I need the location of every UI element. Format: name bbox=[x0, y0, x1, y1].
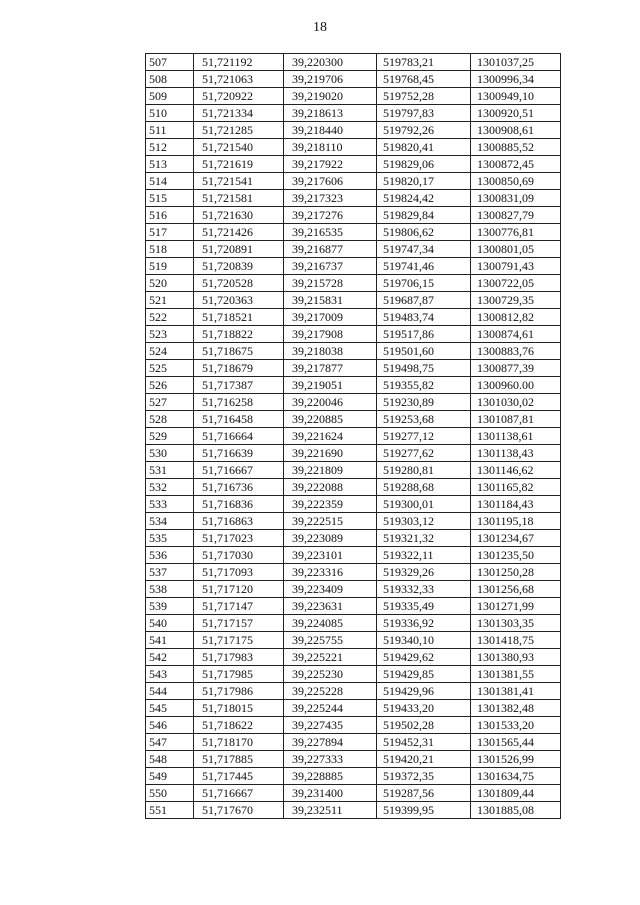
table-row bbox=[146, 139, 561, 156]
table-row bbox=[146, 105, 561, 122]
x-coordinate-cell: 519300,01 bbox=[377, 496, 471, 513]
x-coordinate-cell: 519277,62 bbox=[377, 445, 471, 462]
point-number-cell: 520 bbox=[146, 275, 194, 292]
point-number-cell: 531 bbox=[146, 462, 194, 479]
longitude-cell: 39,220046 bbox=[284, 394, 377, 411]
x-coordinate-cell: 519335,49 bbox=[377, 598, 471, 615]
point-number-cell: 530 bbox=[146, 445, 194, 462]
x-coordinate-cell: 519230,89 bbox=[377, 394, 471, 411]
x-coordinate-cell: 519792,26 bbox=[377, 122, 471, 139]
x-coordinate-cell: 519706,15 bbox=[377, 275, 471, 292]
point-number-cell: 514 bbox=[146, 173, 194, 190]
longitude-cell: 39,225755 bbox=[284, 632, 377, 649]
longitude-cell: 39,217276 bbox=[284, 207, 377, 224]
latitude-cell: 51,720528 bbox=[194, 275, 284, 292]
longitude-cell: 39,222359 bbox=[284, 496, 377, 513]
y-coordinate-cell: 1300996,34 bbox=[471, 71, 561, 88]
point-number-cell: 515 bbox=[146, 190, 194, 207]
latitude-cell: 51,718521 bbox=[194, 309, 284, 326]
x-coordinate-cell: 519287,56 bbox=[377, 785, 471, 802]
longitude-cell: 39,218613 bbox=[284, 105, 377, 122]
point-number-cell: 537 bbox=[146, 564, 194, 581]
longitude-cell: 39,216877 bbox=[284, 241, 377, 258]
longitude-cell: 39,217009 bbox=[284, 309, 377, 326]
x-coordinate-cell: 519303,12 bbox=[377, 513, 471, 530]
table-row bbox=[146, 785, 561, 802]
table-row bbox=[146, 377, 561, 394]
x-coordinate-cell: 519340,10 bbox=[377, 632, 471, 649]
table-row bbox=[146, 496, 561, 513]
y-coordinate-cell: 1300885,52 bbox=[471, 139, 561, 156]
latitude-cell: 51,720891 bbox=[194, 241, 284, 258]
longitude-cell: 39,223101 bbox=[284, 547, 377, 564]
table-row bbox=[146, 615, 561, 632]
y-coordinate-cell: 1301381,41 bbox=[471, 683, 561, 700]
y-coordinate-cell: 1301533,20 bbox=[471, 717, 561, 734]
longitude-cell: 39,223631 bbox=[284, 598, 377, 615]
x-coordinate-cell: 519829,06 bbox=[377, 156, 471, 173]
table-row bbox=[146, 700, 561, 717]
x-coordinate-cell: 519829,84 bbox=[377, 207, 471, 224]
latitude-cell: 51,717023 bbox=[194, 530, 284, 547]
table-row bbox=[146, 156, 561, 173]
point-number-cell: 542 bbox=[146, 649, 194, 666]
latitude-cell: 51,721426 bbox=[194, 224, 284, 241]
table-row bbox=[146, 207, 561, 224]
longitude-cell: 39,221690 bbox=[284, 445, 377, 462]
x-coordinate-cell: 519502,28 bbox=[377, 717, 471, 734]
latitude-cell: 51,718675 bbox=[194, 343, 284, 360]
table-row bbox=[146, 428, 561, 445]
y-coordinate-cell: 1300877,39 bbox=[471, 360, 561, 377]
latitude-cell: 51,717157 bbox=[194, 615, 284, 632]
table-row bbox=[146, 394, 561, 411]
y-coordinate-cell: 1301271,99 bbox=[471, 598, 561, 615]
table-row bbox=[146, 632, 561, 649]
x-coordinate-cell: 519824,42 bbox=[377, 190, 471, 207]
latitude-cell: 51,716667 bbox=[194, 462, 284, 479]
x-coordinate-cell: 519517,86 bbox=[377, 326, 471, 343]
point-number-cell: 524 bbox=[146, 343, 194, 360]
y-coordinate-cell: 1301382,48 bbox=[471, 700, 561, 717]
table-row bbox=[146, 649, 561, 666]
y-coordinate-cell: 1300908,61 bbox=[471, 122, 561, 139]
table-row bbox=[146, 513, 561, 530]
longitude-cell: 39,217922 bbox=[284, 156, 377, 173]
latitude-cell: 51,717147 bbox=[194, 598, 284, 615]
x-coordinate-cell: 519687,87 bbox=[377, 292, 471, 309]
longitude-cell: 39,219051 bbox=[284, 377, 377, 394]
y-coordinate-cell: 1300874,61 bbox=[471, 326, 561, 343]
table-row bbox=[146, 802, 561, 819]
latitude-cell: 51,717985 bbox=[194, 666, 284, 683]
y-coordinate-cell: 1301380,93 bbox=[471, 649, 561, 666]
latitude-cell: 51,716863 bbox=[194, 513, 284, 530]
longitude-cell: 39,227894 bbox=[284, 734, 377, 751]
y-coordinate-cell: 1301030,02 bbox=[471, 394, 561, 411]
x-coordinate-cell: 519797,83 bbox=[377, 105, 471, 122]
table-row bbox=[146, 734, 561, 751]
latitude-cell: 51,721619 bbox=[194, 156, 284, 173]
longitude-cell: 39,218110 bbox=[284, 139, 377, 156]
latitude-cell: 51,716639 bbox=[194, 445, 284, 462]
y-coordinate-cell: 1301235,50 bbox=[471, 547, 561, 564]
y-coordinate-cell: 1300791,43 bbox=[471, 258, 561, 275]
x-coordinate-cell: 519329,26 bbox=[377, 564, 471, 581]
table-row bbox=[146, 411, 561, 428]
table-row bbox=[146, 309, 561, 326]
latitude-cell: 51,717885 bbox=[194, 751, 284, 768]
x-coordinate-cell: 519752,28 bbox=[377, 88, 471, 105]
point-number-cell: 525 bbox=[146, 360, 194, 377]
coordinates-table bbox=[145, 53, 561, 819]
latitude-cell: 51,717986 bbox=[194, 683, 284, 700]
point-number-cell: 541 bbox=[146, 632, 194, 649]
y-coordinate-cell: 1301303,35 bbox=[471, 615, 561, 632]
point-number-cell: 546 bbox=[146, 717, 194, 734]
table-row bbox=[146, 258, 561, 275]
x-coordinate-cell: 519820,17 bbox=[377, 173, 471, 190]
point-number-cell: 522 bbox=[146, 309, 194, 326]
longitude-cell: 39,232511 bbox=[284, 802, 377, 819]
latitude-cell: 51,716667 bbox=[194, 785, 284, 802]
x-coordinate-cell: 519452,31 bbox=[377, 734, 471, 751]
page-number: 18 bbox=[313, 20, 327, 35]
longitude-cell: 39,225228 bbox=[284, 683, 377, 700]
x-coordinate-cell: 519768,45 bbox=[377, 71, 471, 88]
longitude-cell: 39,218038 bbox=[284, 343, 377, 360]
table-row bbox=[146, 462, 561, 479]
point-number-cell: 509 bbox=[146, 88, 194, 105]
y-coordinate-cell: 1300960.00 bbox=[471, 377, 561, 394]
y-coordinate-cell: 1301381,55 bbox=[471, 666, 561, 683]
x-coordinate-cell: 519501,60 bbox=[377, 343, 471, 360]
table-row bbox=[146, 122, 561, 139]
y-coordinate-cell: 1301526,99 bbox=[471, 751, 561, 768]
table-row bbox=[146, 360, 561, 377]
latitude-cell: 51,720363 bbox=[194, 292, 284, 309]
x-coordinate-cell: 519820,41 bbox=[377, 139, 471, 156]
y-coordinate-cell: 1301184,43 bbox=[471, 496, 561, 513]
longitude-cell: 39,231400 bbox=[284, 785, 377, 802]
point-number-cell: 516 bbox=[146, 207, 194, 224]
table-row bbox=[146, 598, 561, 615]
longitude-cell: 39,220885 bbox=[284, 411, 377, 428]
point-number-cell: 508 bbox=[146, 71, 194, 88]
table-row bbox=[146, 54, 561, 71]
point-number-cell: 523 bbox=[146, 326, 194, 343]
x-coordinate-cell: 519336,92 bbox=[377, 615, 471, 632]
point-number-cell: 533 bbox=[146, 496, 194, 513]
point-number-cell: 526 bbox=[146, 377, 194, 394]
longitude-cell: 39,221624 bbox=[284, 428, 377, 445]
table-row bbox=[146, 445, 561, 462]
point-number-cell: 536 bbox=[146, 547, 194, 564]
latitude-cell: 51,717983 bbox=[194, 649, 284, 666]
point-number-cell: 512 bbox=[146, 139, 194, 156]
point-number-cell: 527 bbox=[146, 394, 194, 411]
point-number-cell: 519 bbox=[146, 258, 194, 275]
longitude-cell: 39,227333 bbox=[284, 751, 377, 768]
point-number-cell: 513 bbox=[146, 156, 194, 173]
point-number-cell: 511 bbox=[146, 122, 194, 139]
table-row bbox=[146, 547, 561, 564]
point-number-cell: 529 bbox=[146, 428, 194, 445]
latitude-cell: 51,716736 bbox=[194, 479, 284, 496]
y-coordinate-cell: 1301634,75 bbox=[471, 768, 561, 785]
y-coordinate-cell: 1301165,82 bbox=[471, 479, 561, 496]
latitude-cell: 51,721063 bbox=[194, 71, 284, 88]
latitude-cell: 51,716836 bbox=[194, 496, 284, 513]
latitude-cell: 51,717093 bbox=[194, 564, 284, 581]
longitude-cell: 39,216737 bbox=[284, 258, 377, 275]
table-row bbox=[146, 768, 561, 785]
point-number-cell: 544 bbox=[146, 683, 194, 700]
longitude-cell: 39,223409 bbox=[284, 581, 377, 598]
longitude-cell: 39,218440 bbox=[284, 122, 377, 139]
latitude-cell: 51,717387 bbox=[194, 377, 284, 394]
latitude-cell: 51,718622 bbox=[194, 717, 284, 734]
longitude-cell: 39,219020 bbox=[284, 88, 377, 105]
x-coordinate-cell: 519372,35 bbox=[377, 768, 471, 785]
y-coordinate-cell: 1301037,25 bbox=[471, 54, 561, 71]
table-row bbox=[146, 275, 561, 292]
table-row bbox=[146, 224, 561, 241]
table-row bbox=[146, 751, 561, 768]
latitude-cell: 51,720839 bbox=[194, 258, 284, 275]
x-coordinate-cell: 519253,68 bbox=[377, 411, 471, 428]
x-coordinate-cell: 519806,62 bbox=[377, 224, 471, 241]
y-coordinate-cell: 1300722,05 bbox=[471, 275, 561, 292]
table-row bbox=[146, 581, 561, 598]
point-number-cell: 543 bbox=[146, 666, 194, 683]
longitude-cell: 39,219706 bbox=[284, 71, 377, 88]
table-row bbox=[146, 530, 561, 547]
latitude-cell: 51,721581 bbox=[194, 190, 284, 207]
longitude-cell: 39,217877 bbox=[284, 360, 377, 377]
y-coordinate-cell: 1300872,45 bbox=[471, 156, 561, 173]
y-coordinate-cell: 1300883,76 bbox=[471, 343, 561, 360]
point-number-cell: 528 bbox=[146, 411, 194, 428]
y-coordinate-cell: 1301565,44 bbox=[471, 734, 561, 751]
x-coordinate-cell: 519288,68 bbox=[377, 479, 471, 496]
table-row bbox=[146, 88, 561, 105]
point-number-cell: 545 bbox=[146, 700, 194, 717]
y-coordinate-cell: 1301885,08 bbox=[471, 802, 561, 819]
y-coordinate-cell: 1300827,79 bbox=[471, 207, 561, 224]
point-number-cell: 548 bbox=[146, 751, 194, 768]
x-coordinate-cell: 519277,12 bbox=[377, 428, 471, 445]
longitude-cell: 39,222515 bbox=[284, 513, 377, 530]
y-coordinate-cell: 1300776,81 bbox=[471, 224, 561, 241]
y-coordinate-cell: 1300850,69 bbox=[471, 173, 561, 190]
point-number-cell: 550 bbox=[146, 785, 194, 802]
y-coordinate-cell: 1301138,43 bbox=[471, 445, 561, 462]
latitude-cell: 51,718822 bbox=[194, 326, 284, 343]
x-coordinate-cell: 519429,85 bbox=[377, 666, 471, 683]
table-row bbox=[146, 71, 561, 88]
table-row bbox=[146, 666, 561, 683]
latitude-cell: 51,718015 bbox=[194, 700, 284, 717]
table-row bbox=[146, 479, 561, 496]
longitude-cell: 39,225244 bbox=[284, 700, 377, 717]
x-coordinate-cell: 519433,20 bbox=[377, 700, 471, 717]
table-body bbox=[146, 54, 561, 819]
x-coordinate-cell: 519483,74 bbox=[377, 309, 471, 326]
x-coordinate-cell: 519747,34 bbox=[377, 241, 471, 258]
table-row bbox=[146, 717, 561, 734]
x-coordinate-cell: 519399,95 bbox=[377, 802, 471, 819]
x-coordinate-cell: 519355,82 bbox=[377, 377, 471, 394]
x-coordinate-cell: 519322,11 bbox=[377, 547, 471, 564]
latitude-cell: 51,721630 bbox=[194, 207, 284, 224]
y-coordinate-cell: 1301418,75 bbox=[471, 632, 561, 649]
y-coordinate-cell: 1300949,10 bbox=[471, 88, 561, 105]
latitude-cell: 51,718170 bbox=[194, 734, 284, 751]
x-coordinate-cell: 519741,46 bbox=[377, 258, 471, 275]
point-number-cell: 539 bbox=[146, 598, 194, 615]
table-row bbox=[146, 292, 561, 309]
x-coordinate-cell: 519420,21 bbox=[377, 751, 471, 768]
point-number-cell: 510 bbox=[146, 105, 194, 122]
longitude-cell: 39,217606 bbox=[284, 173, 377, 190]
x-coordinate-cell: 519321,32 bbox=[377, 530, 471, 547]
point-number-cell: 540 bbox=[146, 615, 194, 632]
point-number-cell: 535 bbox=[146, 530, 194, 547]
x-coordinate-cell: 519783,21 bbox=[377, 54, 471, 71]
x-coordinate-cell: 519429,62 bbox=[377, 649, 471, 666]
table-row bbox=[146, 343, 561, 360]
latitude-cell: 51,716664 bbox=[194, 428, 284, 445]
latitude-cell: 51,718679 bbox=[194, 360, 284, 377]
longitude-cell: 39,225230 bbox=[284, 666, 377, 683]
x-coordinate-cell: 519498,75 bbox=[377, 360, 471, 377]
latitude-cell: 51,721540 bbox=[194, 139, 284, 156]
table-row bbox=[146, 241, 561, 258]
y-coordinate-cell: 1300831,09 bbox=[471, 190, 561, 207]
x-coordinate-cell: 519280,81 bbox=[377, 462, 471, 479]
y-coordinate-cell: 1301234,67 bbox=[471, 530, 561, 547]
longitude-cell: 39,221809 bbox=[284, 462, 377, 479]
latitude-cell: 51,721192 bbox=[194, 54, 284, 71]
y-coordinate-cell: 1300812,82 bbox=[471, 309, 561, 326]
latitude-cell: 51,717030 bbox=[194, 547, 284, 564]
point-number-cell: 551 bbox=[146, 802, 194, 819]
table-row bbox=[146, 564, 561, 581]
longitude-cell: 39,225221 bbox=[284, 649, 377, 666]
y-coordinate-cell: 1301146,62 bbox=[471, 462, 561, 479]
longitude-cell: 39,224085 bbox=[284, 615, 377, 632]
y-coordinate-cell: 1301250,28 bbox=[471, 564, 561, 581]
latitude-cell: 51,716458 bbox=[194, 411, 284, 428]
x-coordinate-cell: 519332,33 bbox=[377, 581, 471, 598]
point-number-cell: 532 bbox=[146, 479, 194, 496]
point-number-cell: 517 bbox=[146, 224, 194, 241]
point-number-cell: 549 bbox=[146, 768, 194, 785]
latitude-cell: 51,720922 bbox=[194, 88, 284, 105]
latitude-cell: 51,717670 bbox=[194, 802, 284, 819]
longitude-cell: 39,222088 bbox=[284, 479, 377, 496]
latitude-cell: 51,721334 bbox=[194, 105, 284, 122]
point-number-cell: 538 bbox=[146, 581, 194, 598]
point-number-cell: 521 bbox=[146, 292, 194, 309]
table-row bbox=[146, 173, 561, 190]
table-row bbox=[146, 683, 561, 700]
y-coordinate-cell: 1300729,35 bbox=[471, 292, 561, 309]
longitude-cell: 39,216535 bbox=[284, 224, 377, 241]
y-coordinate-cell: 1301138,61 bbox=[471, 428, 561, 445]
y-coordinate-cell: 1301195,18 bbox=[471, 513, 561, 530]
longitude-cell: 39,215831 bbox=[284, 292, 377, 309]
longitude-cell: 39,217323 bbox=[284, 190, 377, 207]
latitude-cell: 51,716258 bbox=[194, 394, 284, 411]
y-coordinate-cell: 1300920,51 bbox=[471, 105, 561, 122]
point-number-cell: 518 bbox=[146, 241, 194, 258]
longitude-cell: 39,217908 bbox=[284, 326, 377, 343]
y-coordinate-cell: 1301809,44 bbox=[471, 785, 561, 802]
longitude-cell: 39,228885 bbox=[284, 768, 377, 785]
longitude-cell: 39,220300 bbox=[284, 54, 377, 71]
longitude-cell: 39,215728 bbox=[284, 275, 377, 292]
y-coordinate-cell: 1301256,68 bbox=[471, 581, 561, 598]
table-row bbox=[146, 326, 561, 343]
y-coordinate-cell: 1301087,81 bbox=[471, 411, 561, 428]
point-number-cell: 507 bbox=[146, 54, 194, 71]
longitude-cell: 39,223316 bbox=[284, 564, 377, 581]
point-number-cell: 547 bbox=[146, 734, 194, 751]
latitude-cell: 51,721541 bbox=[194, 173, 284, 190]
point-number-cell: 534 bbox=[146, 513, 194, 530]
y-coordinate-cell: 1300801,05 bbox=[471, 241, 561, 258]
table-row bbox=[146, 190, 561, 207]
longitude-cell: 39,223089 bbox=[284, 530, 377, 547]
longitude-cell: 39,227435 bbox=[284, 717, 377, 734]
x-coordinate-cell: 519429,96 bbox=[377, 683, 471, 700]
latitude-cell: 51,717445 bbox=[194, 768, 284, 785]
latitude-cell: 51,717120 bbox=[194, 581, 284, 598]
latitude-cell: 51,717175 bbox=[194, 632, 284, 649]
latitude-cell: 51,721285 bbox=[194, 122, 284, 139]
